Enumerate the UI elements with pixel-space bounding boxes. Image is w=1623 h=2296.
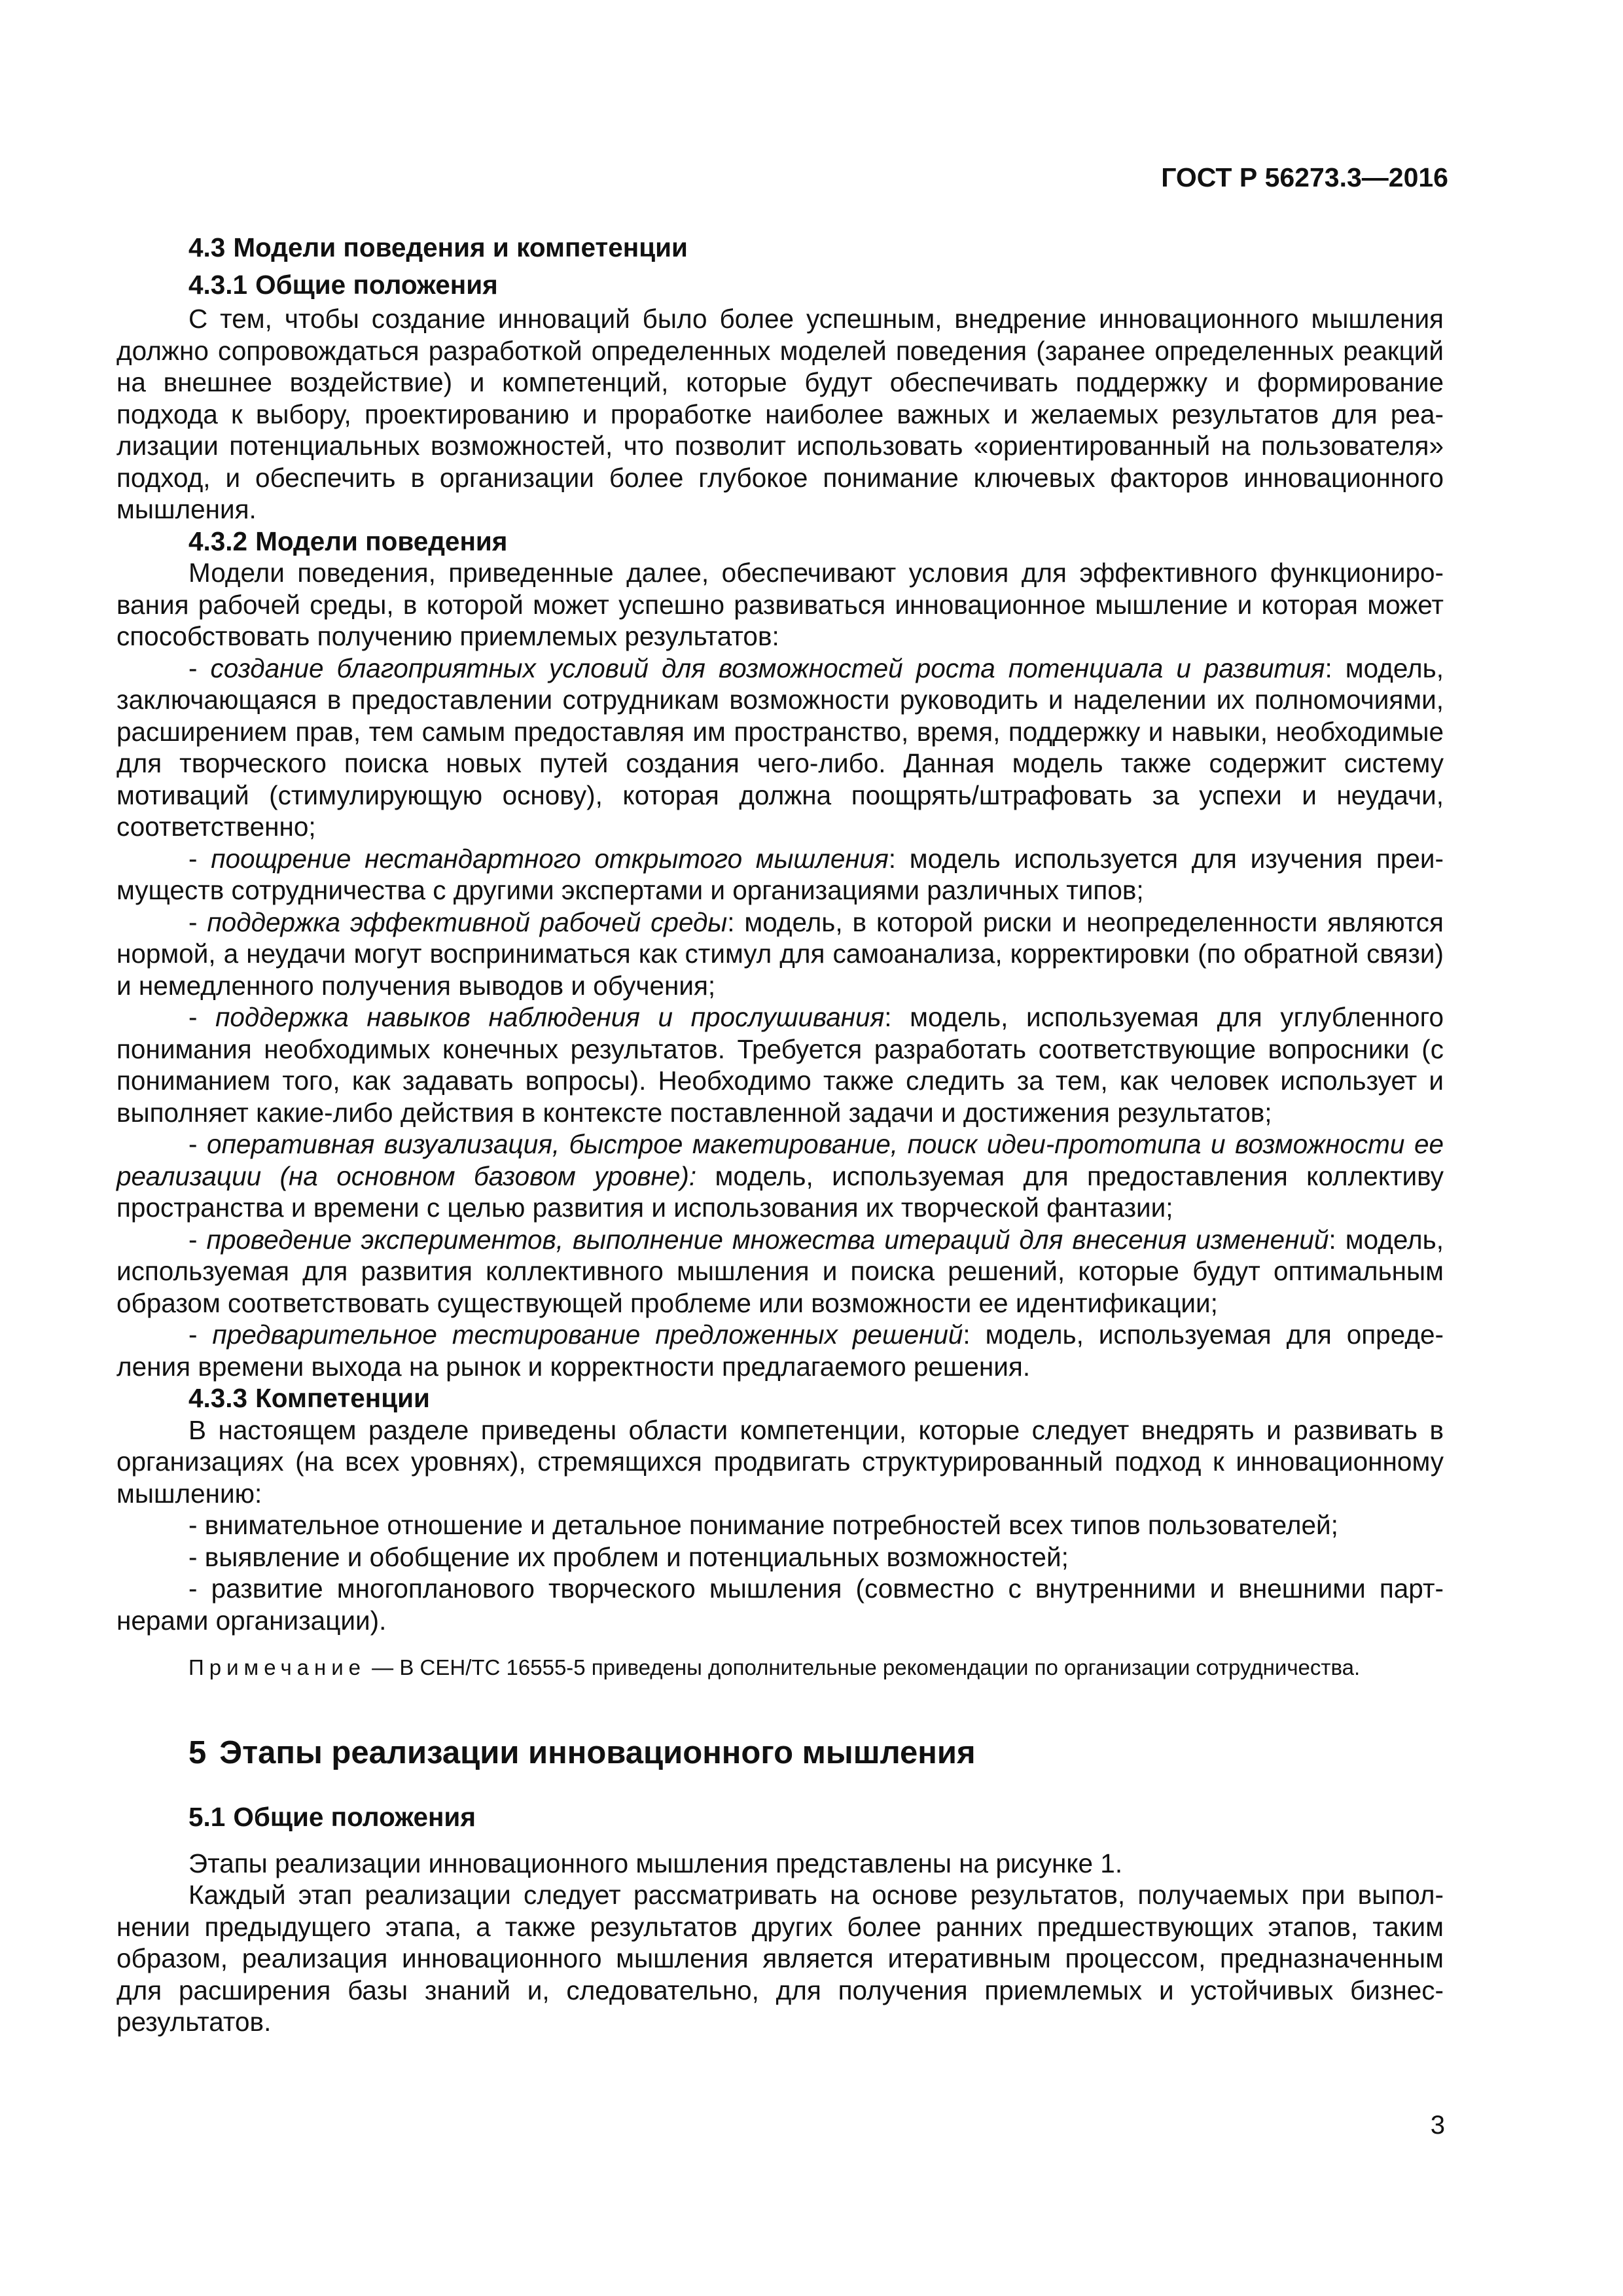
paragraph-5-1-2: Каждый этап реализации следует рассматривать на основе результатов, получаемых при выполнении предыдущего этапа, а также результатов других более ранних предшествующих этапов, таким образом, реализация инновационного мышления является итеративным процессом, предназначенным для расширения базы знаний и, следовательно, для получения приемлемых и устойчивых бизнес-результатов. bbox=[116, 1880, 1444, 2037]
list-item: - создание благоприятных условий для возможностей роста потенциала и развития: модель, заключающаяся в предоставлении сотрудникам возможности руководить и наделении их полномочиями, расширением прав, тем самым предоставляя им пространство, время, поддержку и навыки, необходимые для творческого поиска новых путей создания чего-либо. Данная модель также содержит систему мотиваций (стимулирующую основу), которая должна поощрять/штрафовать за успехи и неудачи, соответственно; bbox=[116, 653, 1444, 842]
list-item-term: оперативная визуализация, быстрое макетирование, поиск идеи-прототипа и возможности ее реализации (на основном базовом уровне): bbox=[116, 1129, 1444, 1191]
list-item: - выявление и обобщение их проблем и потенциальных возможностей; bbox=[188, 1541, 1069, 1572]
list-item: - поддержка эффективной рабочей среды: модель, в которой риски и неопределенности являются нормой, а неудачи могут восприниматься как стимул для самоанализа, корректировки (по обратной связи) и немедленного получения выводов и обучения; bbox=[116, 906, 1444, 1001]
heading-number: 4.3.2 bbox=[188, 526, 248, 556]
list-item-term: проведение экспериментов, выполнение множества итераций для внесения изменений bbox=[206, 1224, 1329, 1255]
list-item-term: предварительное тестирование предложенных решений bbox=[212, 1319, 963, 1350]
list-item: - поддержка навыков наблюдения и прослушивания: модель, используемая для углубленного понимания необходимых конечных результатов. Требуется разработать соответствующие вопросники (с пониманием того, как задавать вопросы). Необходимо также следить за тем, как человек использует и выполняет какие-либо действия в контексте поставленной задачи и достижения результатов; bbox=[116, 1002, 1444, 1128]
heading-number: 5.1 bbox=[188, 1802, 226, 1832]
list-item: - внимательное отношение и детальное понимание потребностей всех типов пользователей; bbox=[188, 1510, 1338, 1540]
heading-title: Модели поведения и компетенции bbox=[233, 232, 688, 262]
heading-number: 4.3 bbox=[188, 232, 226, 262]
paragraph-4-3-2-intro: Модели поведения, приведенные далее, обеспечивают условия для эффективного функционирования рабочей среды, в которой может успешно развиваться инновационное мышление и которая может способствовать получению приемлемых результатов: bbox=[116, 558, 1444, 651]
note-text: — В CEH/TC 16555-5 приведены дополнительные рекомендации по организации сотрудничества. bbox=[366, 1655, 1361, 1679]
list-item-text: : модель, в которой риски и неопределенности являются нормой, а неудачи могут восприниматься как стимул для самоанализа, корректировки (по обратной связи) и немедленного получения выводов и обучения; bbox=[116, 906, 1444, 1001]
list-item-term: поддержка навыков наблюдения и прослушивания bbox=[215, 1002, 885, 1032]
paragraph-4-3-3-intro: В настоящем разделе приведены области компетенции, которые следует внедрять и развивать в организациях (на всех уровнях), стремящихся продвигать структурированный подход к инновационному мышлению: bbox=[116, 1414, 1444, 1509]
heading-4-3 bbox=[116, 232, 1444, 264]
heading-title: Модели поведения bbox=[255, 526, 508, 556]
heading-title: Компетенции bbox=[255, 1383, 430, 1413]
list-item-text: : модель, используемая для развития коллективного мышления и поиска решений, которые будут оптимальным образом соответствовать существующей проблеме или возможности ее идентификации; bbox=[116, 1224, 1444, 1318]
heading-number: 5 bbox=[188, 1735, 207, 1770]
heading-4-3-3 bbox=[116, 1382, 1444, 1414]
note-label: Примечание bbox=[188, 1655, 366, 1679]
list-item-text: : модель, заключающаяся в предоставлении сотрудникам возможности руководить и наделении их полномочиями, расширением прав, тем самым предоставляя им пространство, время, поддержку и навыки, необходимые для творческого поиска новых путей создания чего-либо. Данная модель также содержит систему мотиваций (стимулирующую основу), которая должна поощрять/штрафовать за успехи и неудачи, соответственно; bbox=[116, 653, 1444, 842]
heading-title: Общие положения bbox=[233, 1802, 476, 1832]
list-item-text: : модель используется для изучения преимуществ сотрудничества с другими экспертами и организациями различных типов; bbox=[116, 843, 1444, 905]
list-item: - поощрение нестандартного открытого мышления: модель используется для изучения преимуществ сотрудничества с другими экспертами и организациями различных типов; bbox=[116, 843, 1444, 905]
heading-5-1 bbox=[116, 1801, 1444, 1833]
heading-4-3-1 bbox=[116, 269, 1444, 301]
document-code: ГОСТ Р 56273.3—2016 bbox=[1161, 162, 1448, 192]
page-body bbox=[116, 226, 1444, 2038]
heading-title: Этапы реализации инновационного мышления bbox=[219, 1735, 976, 1770]
list-item-term: поддержка эффективной рабочей среды bbox=[207, 906, 728, 937]
list-item-text: модель, используемая для предоставления коллективу пространства и времени с целью развития и использования их творческой фантазии; bbox=[116, 1160, 1444, 1223]
list-item-term: создание благоприятных условий для возможностей роста потенциала и развития bbox=[210, 653, 1325, 683]
list-item: - предварительное тестирование предложенных решений: модель, используемая для определения времени выхода на рынок и корректности предлагаемого решения. bbox=[116, 1319, 1444, 1382]
heading-title: Общие положения bbox=[255, 269, 498, 300]
list-item-term: поощрение нестандартного открытого мышления bbox=[211, 843, 889, 874]
note bbox=[116, 1653, 1444, 1682]
heading-number: 4.3.3 bbox=[188, 1383, 248, 1413]
list-item: - проведение экспериментов, выполнение множества итераций для внесения изменений: модель, используемая для развития коллективного мышления и поиска решений, которые будут оптимальным образом соответствовать существующей проблеме или возможности ее идентификации; bbox=[116, 1224, 1444, 1318]
list-item: - оперативная визуализация, быстрое макетирование, поиск идеи-прототипа и возможности ее реализации (на основном базовом уровне): модель, используемая для предоставления коллективу пространства и времени с целью развития и использования их творческой фантазии; bbox=[116, 1129, 1444, 1223]
heading-5 bbox=[116, 1733, 1444, 1772]
list-item-text: : модель, используемая для углубленного понимания необходимых конечных результатов. Требуется разработать соответствующие вопросники (с пониманием того, как задавать вопросы). Необходимо также следить за тем, как человек использует и выполняет какие-либо действия в контексте поставленной задачи и достижения результатов; bbox=[116, 1002, 1444, 1128]
page-number: 3 bbox=[1430, 2111, 1445, 2140]
list-item: - развитие многопланового творческого мышления (совместно с внутренними и внешними партнерами организации). bbox=[116, 1573, 1444, 1636]
paragraph-5-1-1: Этапы реализации инновационного мышления представлены на рисунке 1. bbox=[188, 1848, 1123, 1878]
heading-4-3-2 bbox=[116, 526, 1444, 558]
paragraph-4-3-1: С тем, чтобы создание инноваций было более успешным, внедрение инновационного мышления должно сопровождаться разработкой определенных моделей поведения (заранее определенных реакций на внешнее воздействие) и компетенций, которые будут обеспечивать поддержку и формирование подхода к выбору, проектированию и проработке наиболее важных и желаемых результатов для реализации потенциальных возможностей, что позволит использовать «ориентированный на пользователя» подход, и обеспечить в организации более глубокое понимание ключевых факторов инновационного мышления. bbox=[116, 304, 1444, 524]
heading-number: 4.3.1 bbox=[188, 269, 248, 300]
list-item-text: : модель, используемая для определения времени выхода на рынок и корректности предлагаемого решения. bbox=[116, 1319, 1444, 1382]
